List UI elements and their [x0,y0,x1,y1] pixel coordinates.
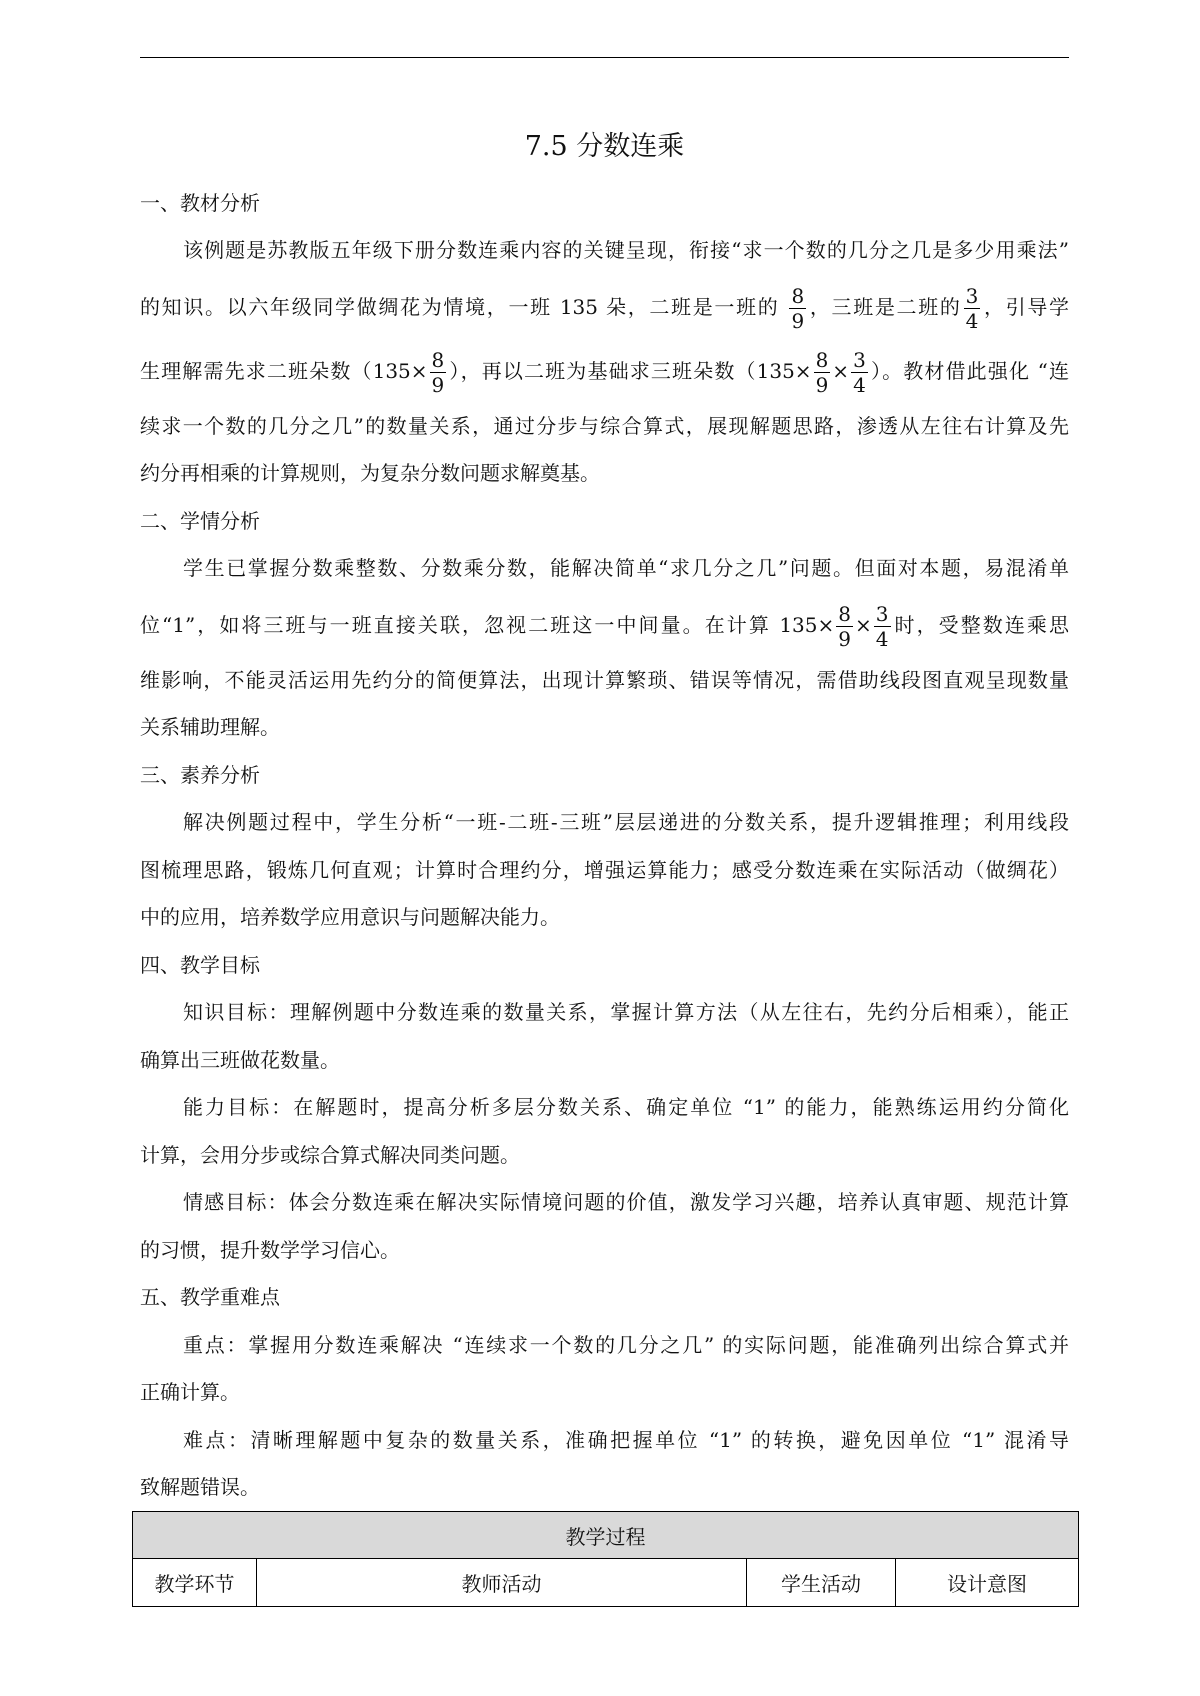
text-run: 学生已掌握分数乘整数、分数乘分数，能解决简单“求几分之几”问题。但面对本题，易混淆单 [183,556,1069,580]
text-line [140,1179,1069,1227]
header-rule [140,57,1069,58]
text-line [140,275,1069,339]
text-run: 情感目标：体会分数连乘在解决实际情境问题的价值，激发学习兴趣，培养认真审题、规范计算 [183,1190,1069,1214]
text-line [140,799,1069,847]
text-run: ，引导学 [982,294,1070,319]
paragraph [140,1322,1069,1417]
text-run: 该例题是苏教版五年级下册分数连乘内容的关键呈现，衔接“求一个数的几分之几是多少用乘法” [183,238,1069,262]
text-line [140,1227,1069,1275]
section-heading: 五、教学重难点 [140,1285,280,1309]
fraction-denominator: 9 [838,626,851,651]
fraction [851,348,868,397]
text-run: 计算，会用分步或综合算式解决同类问题。 [140,1142,520,1167]
document-body [140,180,1069,1512]
text-run: 生理解需先求二班朵数（135× [140,358,428,383]
text-run: ，三班是二班的 [808,294,962,319]
text-line [140,1417,1069,1465]
page-title: 7.5 分数连乘 [524,131,685,162]
fraction-numerator: 8 [791,283,805,308]
fraction [964,284,981,333]
text-line [140,847,1069,895]
section-heading: 二、学情分析 [140,508,260,533]
paragraph [140,1417,1069,1512]
text-line [140,704,1069,752]
table-caption: 教学过程 [133,1512,1079,1559]
table-caption-row [133,1512,1079,1559]
text-run: 正确计算。 [140,1380,240,1404]
text-line [140,403,1069,451]
fraction-denominator: 9 [791,308,805,333]
fraction-numerator: 8 [431,347,445,372]
column-header-teacher-activity: 教师活动 [257,1559,747,1607]
paragraph [140,227,1069,498]
fraction [789,284,806,333]
text-run: 位“1”，如将三班与一班直接关联，忽视二班这一中间量。在计算 135× [140,612,835,637]
fraction-numerator: 3 [853,347,866,372]
text-run: 难点：清晰理解题中复杂的数量关系，准确把握单位 “1” 的转换，避免因单位 “1” 混淆导 [183,1427,1069,1452]
text-run: 维影响，不能灵活运用先约分的简便算法，出现计算繁琐、错误等情况，需借助线段图直观呈现数量 [140,667,1069,692]
text-line [140,1369,1069,1417]
text-line [140,1132,1069,1180]
paragraph [140,1179,1069,1274]
text-run: 图梳理思路，锻炼几何直观；计算时合理约分，增强运算能力；感受分数连乘在实际活动（做绸花） [140,857,1069,882]
text-run: 确算出三班做花数量。 [140,1047,340,1072]
section-heading: 三、素养分析 [140,762,260,787]
text-run: 的知识。以六年级同学做绸花为情境，一班 135 朵，二班是一班的 [140,294,788,319]
text-run: ）。教材借此强化 “连 [869,358,1069,383]
text-line [140,339,1069,403]
text-line [140,1084,1069,1132]
text-line [140,227,1069,275]
fraction [874,602,891,651]
text-line [140,450,1069,498]
section-heading: 四、教学目标 [140,952,260,977]
column-header-stage: 教学环节 [133,1559,257,1607]
text-line [140,1037,1069,1085]
paragraph [140,1084,1069,1179]
fraction [814,348,831,397]
fraction-denominator: 4 [875,626,889,651]
text-line [140,1464,1069,1512]
fraction-numerator: 3 [965,283,979,308]
column-header-design-intent: 设计意图 [896,1559,1079,1607]
text-run: 解决例题过程中，学生分析“一班-二班-三班”层层递进的分数关系，提升逻辑推理；利用线段 [183,810,1069,834]
fraction-denominator: 4 [853,372,866,397]
fraction-numerator: 8 [815,347,829,372]
text-line [140,593,1069,657]
fraction-denominator: 9 [815,372,829,397]
text-run: 约分再相乘的计算规则，为复杂分数问题求解奠基。 [140,461,600,485]
fraction-numerator: 3 [875,601,889,626]
text-run: ），再以二班为基础求三班朵数（135× [448,358,812,383]
section-heading: 一、教材分析 [140,190,260,215]
text-line [140,545,1069,593]
text-line [140,1322,1069,1370]
text-run: 重点：掌握用分数连乘解决 “连续求一个数的几分之几” 的实际问题，能准确列出综合算式并 [183,1332,1069,1357]
text-run: 致解题错误。 [140,1475,260,1499]
paragraph [140,545,1069,752]
text-run: × [832,358,850,383]
fraction-denominator: 9 [431,372,445,397]
text-run: 能力目标：在解题时，提高分析多层分数关系、确定单位 “1” 的能力，能熟练运用约分简化 [183,1095,1069,1119]
table-header-row [133,1559,1079,1607]
paragraph [140,799,1069,942]
text-line [140,894,1069,942]
text-line [140,657,1069,705]
column-header-student-activity: 学生活动 [747,1559,896,1607]
paragraph [140,989,1069,1084]
teaching-process-table [132,1511,1079,1607]
text-run: 的习惯，提升数学学习信心。 [140,1237,400,1262]
text-run: 续求一个数的几分之几”的数量关系，通过分步与综合算式，展现解题思路，渗透从左往右计算及先 [140,413,1069,438]
text-run: 知识目标：理解例题中分数连乘的数量关系，掌握计算方法（从左往右，先约分后相乘），能正 [183,1000,1069,1024]
text-run: × [855,612,872,637]
text-run: 关系辅助理解。 [140,715,280,739]
fraction-denominator: 4 [965,308,979,333]
text-line [140,989,1069,1037]
fraction [430,348,447,397]
fraction-numerator: 8 [838,601,851,626]
fraction [836,602,853,651]
text-run: 中的应用，培养数学应用意识与问题解决能力。 [140,905,560,929]
text-run: 时，受整数连乘思 [892,612,1069,637]
